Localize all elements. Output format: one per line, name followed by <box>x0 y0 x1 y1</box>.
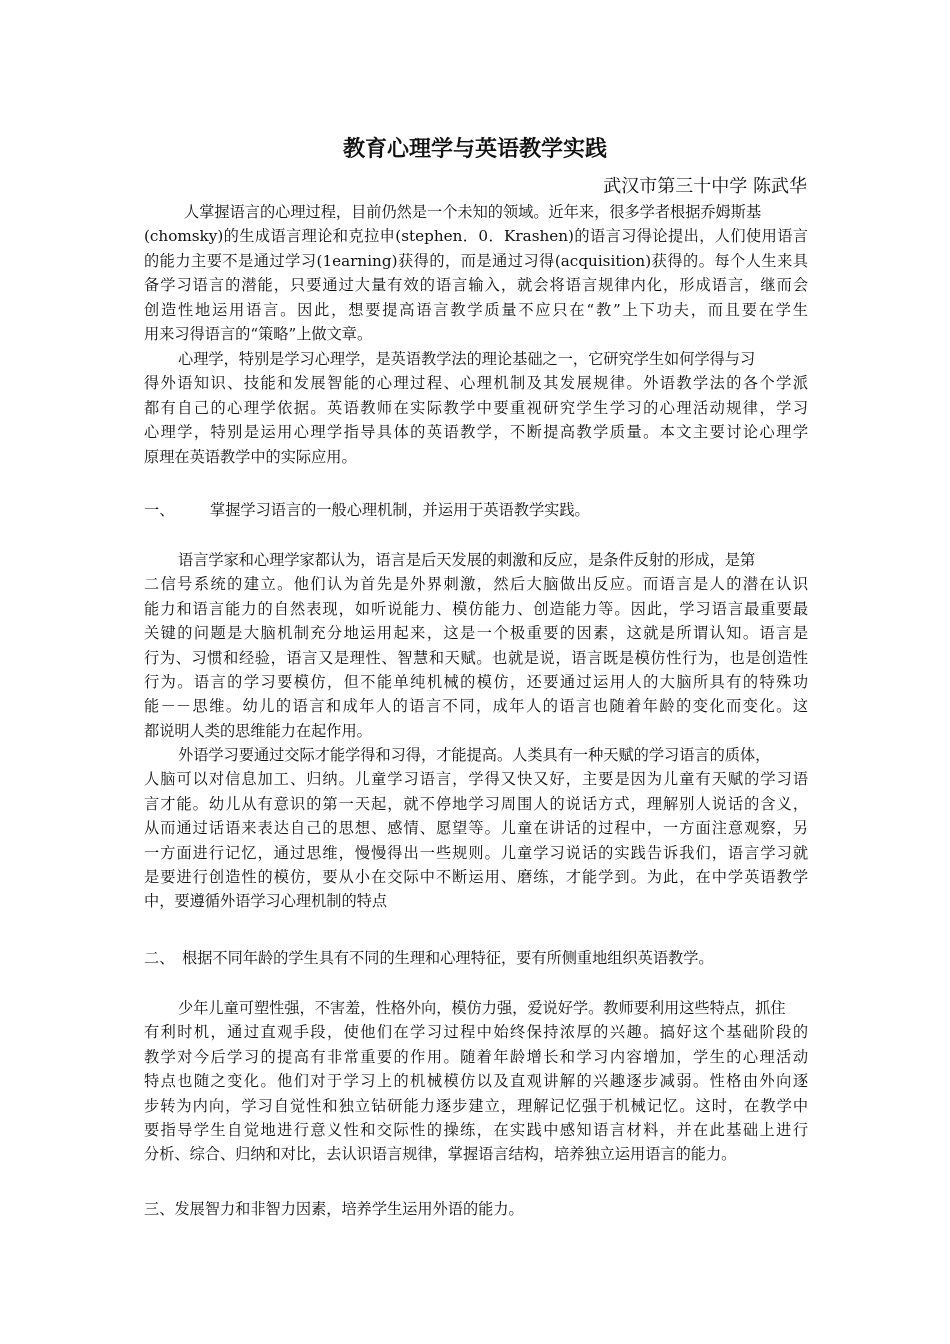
paragraph-line: 心理学，特别是运用心理学指导具体的英语教学，不断提高教学质量。本文主要讨论心理学 <box>144 423 808 442</box>
paragraph-line: 能力和语言能力的自然表现，如听说能力、模仿能力、创造能力等。因此，学习语言最重要最 <box>144 599 808 618</box>
section-number: 二、 <box>144 949 175 967</box>
section-1-paragraph-1 <box>144 548 808 743</box>
paragraph-line: 言才能。幼儿从有意识的第一天起，就不停地学习周围人的说话方式，理解别人说话的含义， <box>144 794 808 813</box>
paragraph-line: 特点也随之变化。他们对于学习上的机械模仿以及直观讲解的兴趣逐步减弱。性格由外向逐 <box>144 1072 808 1091</box>
document-title: 教育心理学与英语教学实践 <box>342 136 607 162</box>
paragraph-line: 的能力主要不是通过学习(1earning)获得的，而是通过习得(acquisition)获得的。每个人生来具 <box>144 251 808 270</box>
paragraph-line: 关键的问题是大脑机制充分地运用起来，这是一个极重要的因素，这就是所谓认知。语言是 <box>144 624 808 643</box>
paragraph-line: 都说明人类的思维能力在起作用。 <box>144 721 372 740</box>
section-heading-1 <box>144 498 590 522</box>
section-number: 一、 <box>144 501 175 519</box>
paragraph-line: 从而通过话语来表达自己的思想、感情、愿望等。儿童在讲话的过程中，一方面注意观察，另 <box>144 819 808 838</box>
section-heading-text: 根据不同年龄的学生具有不同的生理和心理特征，要有所侧重地组织英语教学。 <box>182 949 714 967</box>
paragraph-line: 分析、综合、归纳和对比，去认识语言规律，掌握语言结构，培养独立运用语言的能力。 <box>144 1145 737 1164</box>
paragraph-line: 语言学家和心理学家都认为，语言是后天发展的刺激和反应，是条件反射的形成，是第 <box>178 551 756 569</box>
paragraph-line: 人脑可以对信息加工、归纳。儿童学习语言，学得又快又好，主要是因为儿童有天赋的学习语 <box>144 770 808 789</box>
paragraph-line: 教学对今后学习的提高有非常重要的作用。随着年龄增长和学习内容增加，学生的心理活动 <box>144 1047 808 1066</box>
paragraph-line: 心理学，特别是学习心理学，是英语教学法的理论基础之一，它研究学生如何学得与习 <box>178 350 756 368</box>
paragraph-line: 行为。语言的学习要模仿，但不能单纯机械的模仿，还要通过运用人的大脑所具有的特殊功 <box>144 672 808 691</box>
intro-paragraph-2 <box>144 347 808 469</box>
paragraph-line: 都有自己的心理学依据。英语教师在实际教学中要重视研究学生学习的心理活动规律，学习 <box>144 398 808 417</box>
paragraph-line: 备学习语言的潜能，只要通过大量有效的语言输入，就会将语言规律内化，形成语言，继而会 <box>144 276 808 295</box>
paragraph-line: 原理在英语教学中的实际应用。 <box>144 447 357 466</box>
paragraph-line: 中，要遵循外语学习心理机制的特点 <box>144 892 387 911</box>
paragraph-line: (chomsky)的生成语言理论和克拉申(stephen．0．Krashen)的语言习得论提出，人们使用语言 <box>144 227 808 246</box>
paragraph-line: 有利时机，通过直观手段，使他们在学习过程中始终保持浓厚的兴趣。搞好这个基础阶段的 <box>144 1023 808 1042</box>
paragraph-line: 行为、习惯和经验，语言又是理性、智慧和天赋。也就是说，语言既是模仿性行为，也是创造性 <box>144 648 808 667</box>
paragraph-line: 得外语知识、技能和发展智能的心理过程、心理机制及其发展规律。外语教学法的各个学派 <box>144 374 808 393</box>
paragraph-line: 能－－思维。幼儿的语言和成年人的语言不同，成年人的语言也随着年龄的变化而变化。这 <box>144 697 808 716</box>
paragraph-line: 用来习得语言的“策略”上做文章。 <box>144 324 373 343</box>
paragraph-line: 人掌握语言的心理过程，目前仍然是一个未知的领域。近年来，很多学者根据乔姆斯基 <box>184 203 762 221</box>
paragraph-line: 是要进行创造性的模仿，要从小在交际中不断运用、磨练，才能学到。为此，在中学英语教学 <box>144 867 808 886</box>
paragraph-line: 创造性地运用语言。因此，想要提高语言教学质量不应只在“教”上下功夫，而且要在学生 <box>144 300 808 319</box>
author-line: 武汉市第三十中学 陈武华 <box>603 176 807 197</box>
paragraph-line: 二信号系统的建立。他们认为首先是外界刺激，然后大脑做出反应。而语言是人的潜在认识 <box>144 575 808 594</box>
section-heading-text: 掌握学习语言的一般心理机制，并运用于英语教学实践。 <box>210 501 590 519</box>
paragraph-line: 少年儿童可塑性强，不害羞，性格外向，模仿力强，爱说好学。教师要利用这些特点，抓住 <box>178 999 786 1017</box>
section-heading-3 <box>144 1197 524 1221</box>
section-2-paragraph-1 <box>144 996 808 1167</box>
paragraph-line: 一方面进行记忆，通过思维，慢慢得出一些规则。儿童学习说话的实践告诉我们，语言学习就 <box>144 843 808 862</box>
intro-paragraph-1 <box>144 200 808 346</box>
paragraph-line: 外语学习要通过交际才能学得和习得，才能提高。人类具有一种天赋的学习语言的质体， <box>178 746 771 764</box>
section-heading-2 <box>144 946 714 970</box>
section-heading-text: 三、发展智力和非智力因素，培养学生运用外语的能力。 <box>144 1200 524 1218</box>
paragraph-line: 要指导学生自觉地进行意义性和交际性的操练，在实践中感知语言材料，并在此基础上进行 <box>144 1120 808 1139</box>
paragraph-line: 步转为内向，学习自觉性和独立钻研能力逐步建立，理解记忆强于机械记忆。这时，在教学中 <box>144 1096 808 1115</box>
section-1-paragraph-2 <box>144 743 808 914</box>
